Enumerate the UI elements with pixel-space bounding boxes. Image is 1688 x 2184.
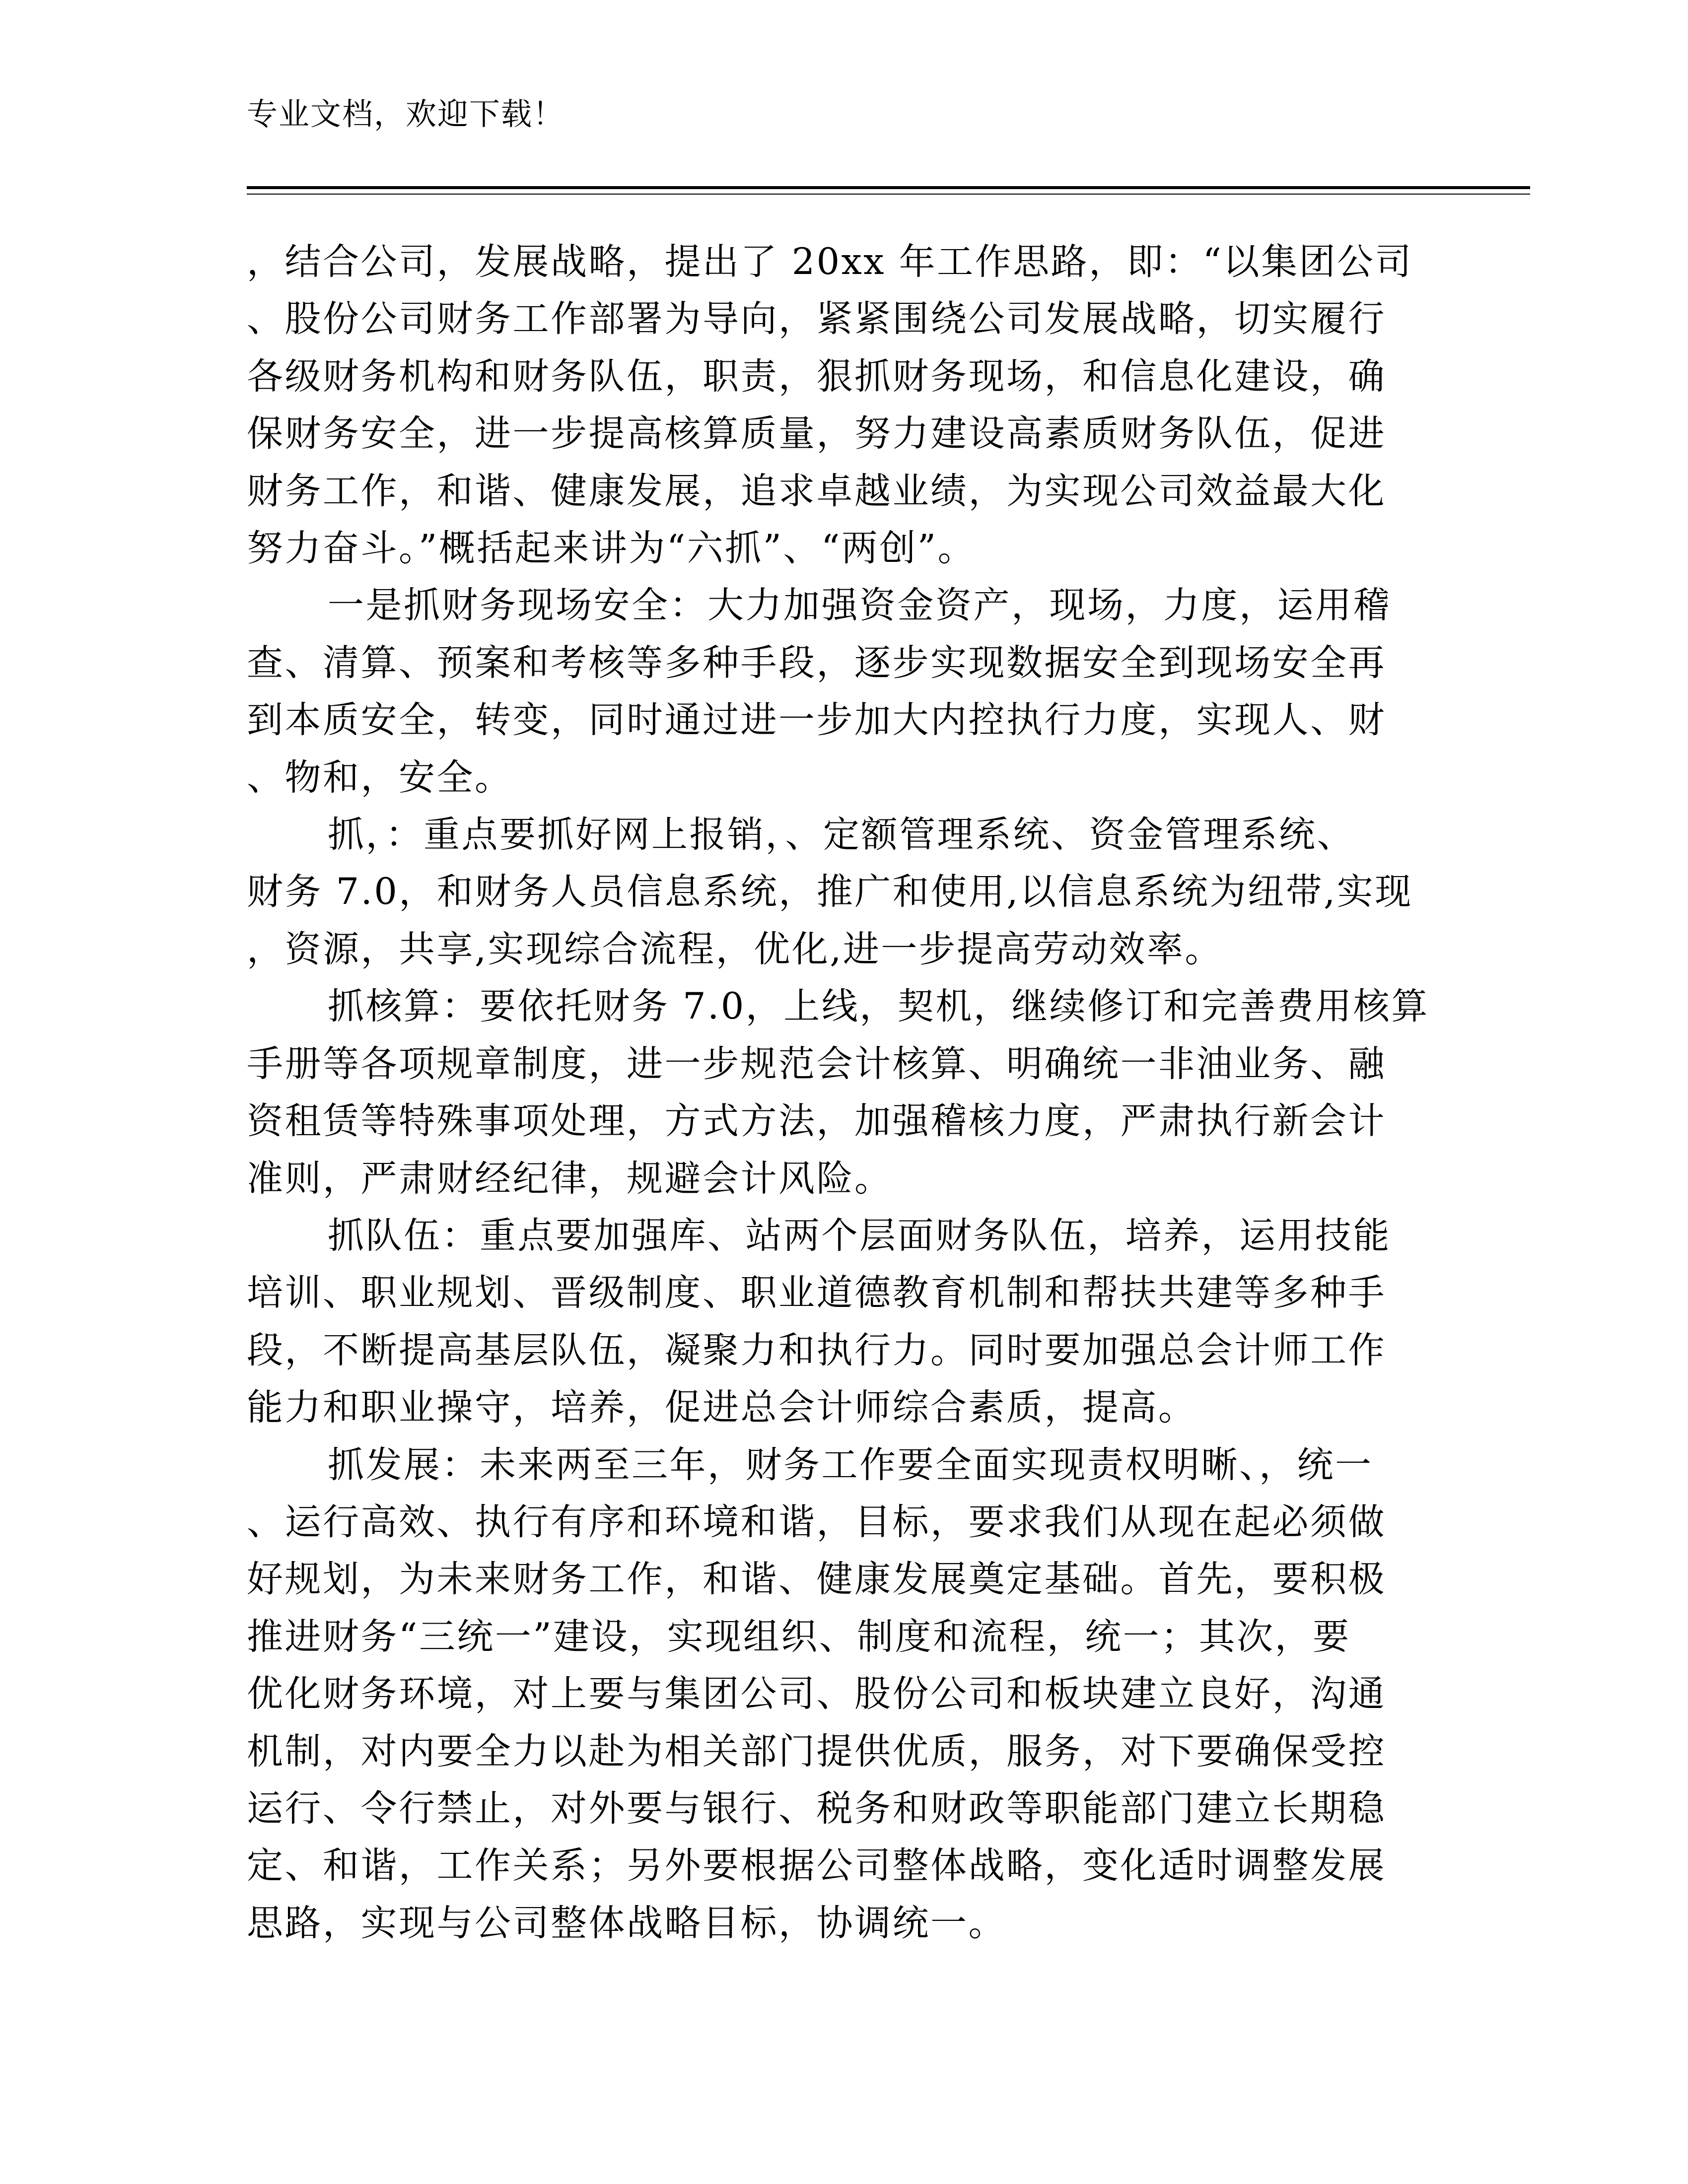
text-line: 机制，对内要全力以赴为相关部门提供优质，服务，对下要确保受控 (247, 1730, 1386, 1773)
text-line: ，结合公司，发展战略，提出了 20xx 年工作思路，即：“以集团公司 (247, 241, 1413, 283)
text-line: 财务工作，和谐、健康发展，追求卓越业绩，为实现公司效益最大化 (247, 470, 1386, 512)
paragraph-intro (247, 233, 1438, 577)
text-line: 推进财务“三统一”建设，实现组织、制度和流程，统一；其次，要 (247, 1615, 1351, 1658)
text-line: 、运行高效、执行有序和环境和谐，目标，要求我们从现在起必须做 (247, 1501, 1386, 1543)
text-line: 查、清算、预案和考核等多种手段，逐步实现数据安全到现场安全再 (247, 641, 1386, 684)
text-line: 资租赁等特殊事项处理，方式方法，加强稽核力度，严肃执行新会计 (247, 1100, 1386, 1143)
paragraph-accounting (247, 978, 1438, 1207)
text-line: 抓核算：要依托财务 7.0，上线，契机，继续修订和完善费用核算 (328, 985, 1429, 1028)
text-line: 运行、令行禁止，对外要与银行、税务和财政等职能部门建立长期稳 (247, 1787, 1386, 1830)
text-line: 段，不断提高基层队伍，凝聚力和执行力。同时要加强总会计师工作 (247, 1329, 1386, 1371)
text-line: ，资源，共享,实现综合流程，优化,进一步提高劳动效率。 (247, 928, 1223, 970)
text-line: 努力奋斗。”概括起来讲为“六抓”、“两创”。 (247, 527, 976, 570)
text-line: 好规划，为未来财务工作，和谐、健康发展奠定基础。首先，要积极 (247, 1558, 1386, 1601)
paragraph-development (247, 1436, 1438, 1952)
text-line: 、物和，安全。 (247, 756, 513, 799)
paragraph-site-safety (247, 577, 1438, 806)
paragraph-information-systems (247, 806, 1438, 978)
text-line: 抓发展：未来两至三年，财务工作要全面实现责权明晰、，统一 (328, 1443, 1373, 1486)
text-line: 手册等各项规章制度，进一步规范会计核算、明确统一非油业务、融 (247, 1042, 1386, 1085)
text-line: 财务 7.0，和财务人员信息系统，推广和使用,以信息系统为纽带,实现 (247, 871, 1413, 913)
text-line: 优化财务环境，对上要与集团公司、股份公司和板块建立良好，沟通 (247, 1673, 1386, 1715)
text-line: 、股份公司财务工作部署为导向，紧紧围绕公司发展战略，切实履行 (247, 298, 1386, 341)
text-line: 思路，实现与公司整体战略目标，协调统一。 (247, 1902, 1006, 1944)
text-line: 定、和谐，工作关系；另外要根据公司整体战略，变化适时调整发展 (247, 1844, 1386, 1887)
text-line: 培训、职业规划、晋级制度、职业道德教育机制和帮扶共建等多种手 (247, 1272, 1386, 1314)
header-rule-thick (247, 186, 1530, 189)
page-header-text: 专业文档，欢迎下载！ (247, 96, 565, 132)
text-line: 能力和职业操守，培养，促进总会计师综合素质，提高。 (247, 1386, 1196, 1429)
text-line: 准则，严肃财经纪律，规避会计风险。 (247, 1157, 893, 1200)
paragraph-team (247, 1207, 1438, 1436)
text-line: 保财务安全，进一步提高核算质量，努力建设高素质财务队伍，促进 (247, 412, 1386, 455)
document-body (247, 233, 1438, 1952)
text-line: 抓队伍：重点要加强库、站两个层面财务队伍，培养，运用技能 (328, 1214, 1391, 1257)
text-line: 到本质安全，转变，同时通过进一步加大内控执行力度，实现人、财 (247, 699, 1386, 742)
text-line: 一是抓财务现场安全：大力加强资金资产，现场，力度，运用稽 (328, 584, 1391, 627)
header-rule-thin (247, 194, 1530, 195)
text-line: 各级财务机构和财务队伍，职责，狠抓财务现场，和信息化建设，确 (247, 355, 1386, 398)
text-line: 抓，：重点要抓好网上报销，、定额管理系统、资金管理系统、 (328, 814, 1355, 856)
